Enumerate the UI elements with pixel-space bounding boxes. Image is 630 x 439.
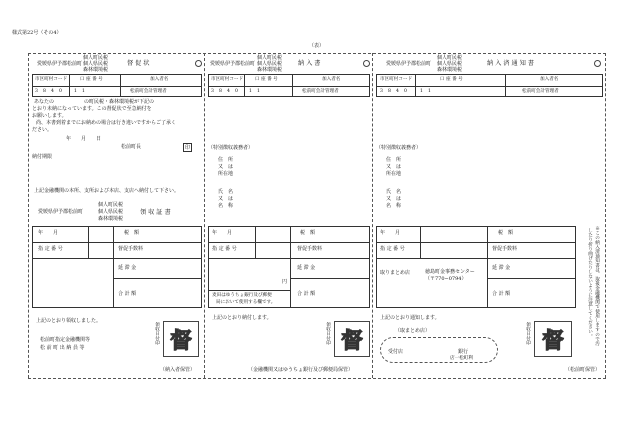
mayor-name: 松前町長 — [121, 144, 142, 150]
tax-amount-label: 税 額 — [300, 230, 316, 236]
delinquency-label: 督促手数料 — [118, 246, 144, 252]
punch-hole-icon — [594, 60, 601, 67]
total-label: 合 計 額 — [297, 291, 316, 297]
digit: 3 — [35, 89, 38, 94]
intro-line: あなたの の町民税・森林環境税が下記の — [34, 99, 155, 105]
digit: 1 — [428, 89, 431, 94]
collect-label: 取りまとめ店 — [380, 270, 411, 276]
receipt-date-vertical: 領収日付印 — [325, 322, 331, 345]
addr-label: 所在地 — [218, 171, 234, 177]
tax-name-3: 森林環境税 — [437, 67, 463, 73]
receipt-tax-3: 森林環境税 — [98, 216, 124, 222]
left-dash — [28, 53, 29, 378]
dept-name: 愛媛県伊予郡松前町 — [210, 61, 256, 67]
name-label: 氏 名 — [218, 189, 234, 195]
special-collector: （特別徴収義務者） — [376, 145, 422, 151]
digit: 0 — [235, 89, 238, 94]
digit: 1 — [74, 89, 77, 94]
special-collector: （特別徴収義務者） — [208, 145, 254, 151]
bank-note: 上記金融機関の本所、支所および本店、支店へ納付して下さい。 — [34, 188, 180, 194]
form-title: 様式第22号（その4） — [12, 30, 62, 36]
branch-name: 店一松町利 — [450, 356, 473, 361]
amount-table — [32, 226, 202, 308]
digit: 1 — [82, 89, 85, 94]
name-label: 氏 名 — [386, 189, 402, 195]
receipt-dept: 愛媛県伊予郡松前町 — [38, 209, 84, 215]
collect-label-2: （取まとめ店） — [395, 328, 431, 334]
digit: 4 — [51, 89, 54, 94]
subscriber-name: 松前町会計管理者 — [302, 89, 339, 94]
tax-name-3: 森林環境税 — [83, 67, 109, 73]
addr-label: 住 所 — [218, 157, 234, 163]
vertical-note: ※この納入済通知書は、取扱金融機関で使用しますので汚 — [594, 226, 600, 346]
vertical-note: したり折り曲げたりしないように注意してください。 — [587, 228, 593, 339]
footer: （納入者保管） — [160, 367, 196, 373]
dept-name: 愛媛県伊予郡松前町 — [386, 61, 432, 67]
yen-unit: 円 — [282, 279, 288, 285]
digit: 1 — [420, 89, 423, 94]
dept-name: 愛媛県伊予郡松前町 — [37, 61, 83, 67]
tokusoku-stamp: 督 — [334, 321, 370, 357]
doc-title: 納 入 済 通 知 書 — [487, 60, 534, 67]
footer: （松前町保管） — [565, 367, 601, 373]
tax-amount-label: 税 額 — [498, 230, 514, 236]
late-fee-label: 延 滞 金 — [297, 265, 316, 271]
receipt-date-vertical: 領収日付印 — [525, 322, 531, 345]
name-label: 名 称 — [386, 203, 402, 209]
bank-note: 局において使用する欄です。 — [216, 300, 276, 305]
addr-label: 又 は — [386, 164, 402, 170]
year-month-label: 年 月 — [38, 230, 59, 236]
top-dash — [28, 53, 606, 54]
divider-2 — [372, 53, 373, 378]
issue-date: 年 月 日 — [66, 136, 102, 142]
digit: 8 — [43, 89, 46, 94]
designated-label: 指 定 番 号 — [380, 246, 405, 252]
tax-name-1: 個人町民税 — [257, 55, 283, 61]
tax-name-2: 個人県民税 — [437, 61, 463, 67]
designated-label: 指 定 番 号 — [212, 246, 237, 252]
notified-note: 上記のとおり通知します。 — [380, 315, 440, 321]
bank-word: 銀行 — [458, 349, 469, 355]
designated-label: 指 定 番 号 — [38, 246, 63, 252]
agency-1: 松前町指定金融機関等 — [40, 337, 91, 343]
digit: 1 — [249, 89, 252, 94]
paid-note: 上記のとおり納付します。 — [212, 315, 272, 321]
punch-hole-icon — [363, 60, 370, 67]
deadline-label: 納付期限 — [32, 154, 53, 160]
doc-title: 納 入 書 — [298, 60, 321, 67]
city-code-label: 市区町村コード — [35, 77, 68, 82]
name-label: 又 は — [218, 196, 234, 202]
receipt-tax-1: 個人町民税 — [98, 202, 124, 208]
addr-label: 所在地 — [386, 171, 402, 177]
punch-hole-icon — [195, 60, 202, 67]
digit: 4 — [396, 89, 399, 94]
intro-line: お願いします。 — [32, 113, 67, 119]
doc-title: 督 促 状 — [127, 60, 150, 67]
total-label: 合 計 額 — [118, 291, 137, 297]
digit: 0 — [404, 89, 407, 94]
intro-line: 尚、本書到着までにお納めの場合は行き違いですからご了承く — [36, 120, 177, 126]
late-fee-label: 延 滞 金 — [118, 265, 137, 271]
delinquency-label: 督促手数料 — [492, 246, 518, 252]
tokusoku-stamp: 督 — [534, 321, 572, 357]
agency-2: 松 前 町 出 納 員 等 — [40, 345, 85, 351]
tax-name-2: 個人県民税 — [257, 61, 283, 67]
footer: （金融機関又はゆうちょ銀行及び郵便局保管） — [248, 367, 354, 373]
city-code-label: 市区町村コード — [211, 77, 244, 82]
tax-name-1: 個人町民税 — [83, 55, 109, 61]
receipt-date-vertical: 領収日付印 — [154, 322, 160, 345]
receipt-title: 領 収 証 書 — [140, 209, 171, 216]
intro-line: とおり未納になっています。この督促状で至急納付を — [32, 106, 152, 112]
official-seal: 印 — [184, 145, 190, 151]
divider-1 — [204, 53, 205, 378]
subscriber-name: 松前町会計管理者 — [522, 89, 559, 94]
tax-name-3: 森林環境税 — [257, 67, 283, 73]
amount-table — [376, 226, 576, 308]
digit: 0 — [59, 89, 62, 94]
year-month-label: 年 月 — [212, 230, 233, 236]
subscriber-name: 松前町会計管理者 — [130, 89, 167, 94]
digit: 3 — [380, 89, 383, 94]
delinquency-label: 督促手数料 — [297, 246, 323, 252]
subscriber-label: 加入者名 — [322, 77, 341, 82]
name-label: 名 称 — [218, 203, 234, 209]
tax-name-1: 個人町民税 — [437, 55, 463, 61]
name-label: 又 は — [386, 196, 402, 202]
received-note: 上記のとおり領収しました。 — [36, 318, 102, 324]
bottom-dash — [28, 378, 606, 379]
bank-note: 麦田はゆうちょ銀行及び郵便 — [212, 293, 272, 298]
tax-name-2: 個人県民税 — [83, 61, 109, 67]
digit: 1 — [257, 89, 260, 94]
addr-label: 又 は — [218, 164, 234, 170]
accepted-branch: 受付店 — [388, 349, 404, 355]
digit: 4 — [227, 89, 230, 94]
front-label: （表） — [309, 43, 325, 49]
account-label: 口 座 番 号 — [255, 77, 278, 82]
digit: 3 — [211, 89, 214, 94]
late-fee-label: 延 滞 金 — [492, 265, 511, 271]
collect-bank: 徳島町金事務センター — [425, 269, 475, 275]
intro-line: ださい。 — [32, 127, 53, 133]
city-code-label: 市区町村コード — [380, 77, 413, 82]
subscriber-label: 加入者名 — [540, 77, 559, 82]
receipt-tax-2: 個人県民税 — [98, 209, 124, 215]
year-month-label: 年 月 — [380, 230, 401, 236]
tokusoku-stamp: 督 — [163, 321, 199, 357]
collect-zip: （〒770−0794） — [425, 276, 467, 282]
total-label: 合 計 額 — [492, 291, 511, 297]
tax-amount-label: 税 額 — [124, 230, 140, 236]
digit: 8 — [219, 89, 222, 94]
addr-label: 住 所 — [386, 157, 402, 163]
account-label: 口 座 番 号 — [80, 77, 103, 82]
subscriber-label: 加入者名 — [150, 77, 169, 82]
account-label: 口 座 番 号 — [440, 77, 463, 82]
digit: 8 — [388, 89, 391, 94]
right-dash — [605, 53, 606, 378]
